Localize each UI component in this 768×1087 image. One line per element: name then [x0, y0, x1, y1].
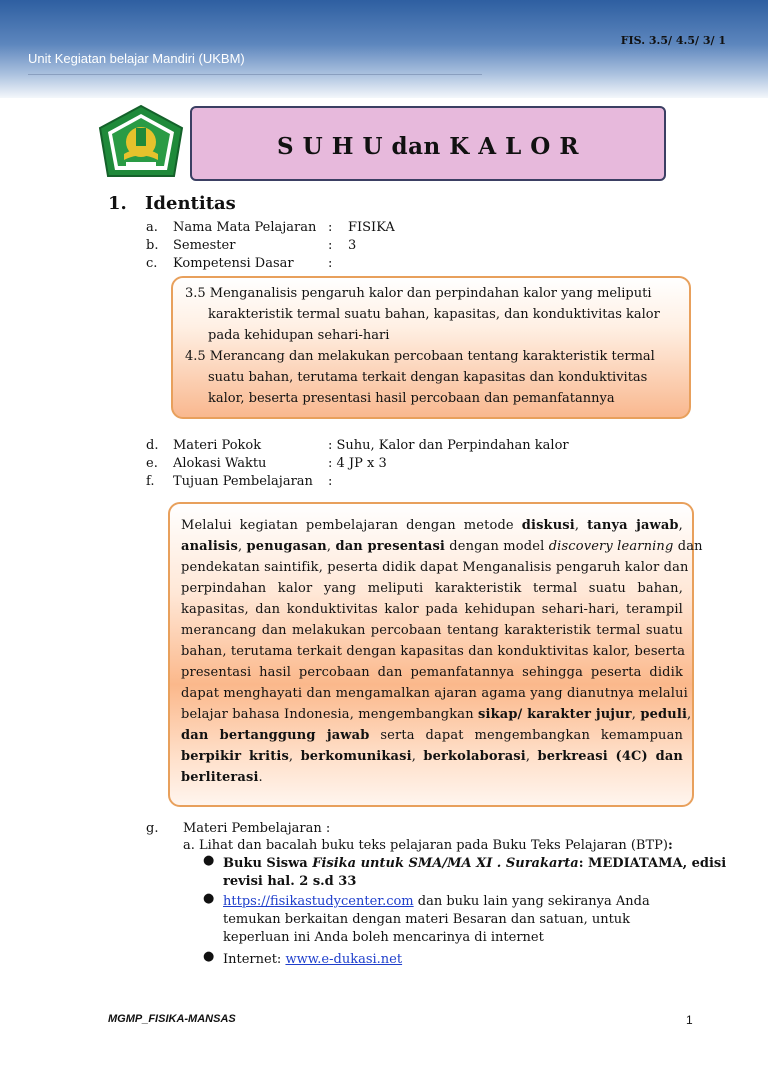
tujuan-line: dapat menghayati dan mengamalkan ajaran agama yang dianutnya melalui: [181, 686, 688, 701]
tujuan-bold: sikap/ karakter jujur: [478, 707, 632, 722]
identity-label: Alokasi Waktu: [173, 456, 267, 471]
tujuan-bold: berkolaborasi: [423, 749, 526, 764]
identity-colon: :: [328, 256, 333, 271]
ministry-emblem-icon: [96, 104, 186, 180]
tujuan-bold: berkomunikasi: [300, 749, 412, 764]
materi-intro-colon: :: [667, 838, 673, 853]
tujuan-bold: dan presentasi: [335, 539, 445, 554]
tujuan-line: [181, 515, 683, 536]
tujuan-line: perpindahan kalor yang meliputi karakteristik termal suatu bahan,: [181, 581, 683, 596]
tujuan-line: bahan, terutama terkait dengan kapasitas dan konduktivitas kalor, beserta: [181, 644, 686, 659]
materi-bullet-text: Buku Siswa: [223, 856, 313, 871]
identity-letter: f.: [146, 474, 155, 489]
footer-left: MGMP_FISIKA-MANSAS: [108, 1013, 236, 1025]
tujuan-sep: ,: [326, 539, 332, 554]
identity-letter: a.: [146, 220, 158, 235]
tujuan-text: Melalui kegiatan pembelajaran dengan metode: [181, 518, 522, 533]
identity-label: Nama Mata Pelajaran: [173, 220, 317, 235]
materi-bullet-text: : MEDIATAMA, edisi: [578, 856, 727, 871]
tujuan-bold: berliterasi: [181, 770, 259, 785]
tujuan-sep: ,: [411, 749, 416, 764]
materi-bullet-internet: [223, 951, 402, 968]
tujuan-line: [181, 746, 683, 767]
tujuan-sep: ,: [237, 539, 243, 554]
tujuan-sep: ,: [288, 749, 294, 764]
tujuan-text: serta dapat mengembangkan kemampuan: [380, 728, 683, 743]
identity-value: :: [328, 474, 333, 489]
identity-label: Semester: [173, 238, 236, 253]
tujuan-bold: analisis: [181, 539, 238, 554]
kd-line: kalor, beserta presentasi hasil percobaan dan pemanfatannya: [208, 391, 615, 406]
tujuan-line: merancang dan melakukan percobaan tentang karakteristik termal suatu: [181, 623, 683, 638]
tujuan-italic: discovery learning: [548, 539, 674, 554]
identity-value: FISIKA: [348, 220, 395, 235]
materi-bullet-website-line3: keperluan ini Anda boleh mencarinya di internet: [223, 930, 544, 945]
identity-colon: :: [328, 220, 333, 235]
tujuan-line: pendekatan saintifik, peserta didik dapat Menganalisis pengaruh kalor dan: [181, 560, 689, 575]
materi-bullet-website-line2: temukan berkaitan dengan materi Besaran dan satuan, untuk: [223, 912, 631, 927]
identity-label: Kompetensi Dasar: [173, 256, 294, 271]
section-title: Identitas: [145, 193, 236, 214]
bullet-icon: ●: [203, 949, 215, 964]
materi-intro: [183, 837, 673, 854]
materi-bullet-website: [223, 893, 650, 910]
tujuan-text: dengan model: [449, 539, 545, 554]
e-dukasi-link[interactable]: www.e-dukasi.net: [285, 952, 403, 967]
unit-title: Unit Kegiatan belajar Mandiri (UKBM): [28, 51, 245, 66]
tujuan-sep: ,: [574, 518, 580, 533]
document-code: FIS. 3.5/ 4.5/ 3/ 1: [620, 34, 726, 47]
tujuan-bold: diskusi: [521, 518, 575, 533]
materi-label: Materi Pembelajaran :: [183, 821, 331, 836]
identity-value: : 4 JP x 3: [328, 456, 387, 471]
page-title: S U H U dan K A L O R: [277, 133, 579, 160]
tujuan-line: [181, 536, 703, 557]
tujuan-bold: berkreasi (4C) dan: [537, 749, 683, 764]
materi-bullet-buku: [223, 855, 726, 872]
header-band: [0, 0, 768, 98]
tujuan-sep: ,: [678, 518, 683, 533]
tujuan-bold: dan bertanggung jawab: [181, 728, 370, 743]
identity-label: Materi Pokok: [173, 438, 262, 453]
kd-line: 3.5 Menganalisis pengaruh kalor dan perpindahan kalor yang meliputi: [185, 286, 652, 301]
tujuan-bold: tanya jawab: [587, 518, 679, 533]
materi-bullet-buku-line2: revisi hal. 2 s.d 33: [223, 874, 357, 889]
tujuan-sep: ,: [525, 749, 531, 764]
materi-intro-text: a. Lihat dan bacalah buku teks pelajaran pada Buku Teks Pelajaran (BTP): [183, 838, 668, 853]
identity-value: 3: [348, 238, 357, 253]
materi-bullet-text: dan buku lain yang sekiranya Anda: [413, 894, 650, 909]
identity-letter: e.: [146, 456, 158, 471]
kd-line: karakteristik termal suatu bahan, kapasitas, dan konduktivitas kalor: [208, 307, 660, 322]
bullet-icon: ●: [203, 853, 215, 868]
identity-colon: :: [328, 238, 333, 253]
tujuan-line: kapasitas, dan konduktivitas kalor pada kehidupan sehari-hari, terampil: [181, 602, 683, 617]
fisikastudycenter-link[interactable]: https://fisikastudycenter.com: [223, 894, 414, 909]
tujuan-line: [181, 767, 683, 788]
identity-letter: c.: [146, 256, 158, 271]
tujuan-sep: ,: [687, 707, 692, 722]
page-number: 1: [686, 1013, 693, 1027]
kd-line: 4.5 Merancang dan melakukan percobaan tentang karakteristik termal: [185, 349, 655, 364]
tujuan-bold: berpikir kritis: [181, 749, 289, 764]
tujuan-sep: .: [258, 770, 263, 785]
tujuan-pembelajaran-box: [168, 502, 703, 807]
materi-bullet-text: Internet:: [223, 952, 286, 967]
section-number: 1.: [108, 193, 127, 214]
bullet-icon: ●: [203, 891, 215, 906]
materi-bullet-italic: Fisika untuk SMA/MA XI . Surakarta: [312, 856, 579, 871]
tujuan-bold: peduli: [640, 707, 688, 722]
kd-line: pada kehidupan sehari-hari: [208, 328, 390, 343]
identity-letter: d.: [146, 438, 159, 453]
tujuan-line: [181, 704, 692, 725]
identity-label: Tujuan Pembelajaran: [173, 474, 313, 489]
tujuan-text: belajar bahasa Indonesia, mengembangkan: [181, 707, 474, 722]
tujuan-text: dan: [677, 539, 703, 554]
tujuan-sep: ,: [631, 707, 637, 722]
header-divider: [28, 74, 482, 75]
materi-letter: g.: [146, 821, 159, 836]
identity-value: : Suhu, Kalor dan Perpindahan kalor: [328, 438, 569, 453]
tujuan-line: [181, 725, 683, 746]
tujuan-line: presentasi hasil percobaan dan pemanfatannya sehingga peserta didik: [181, 665, 683, 680]
identity-letter: b.: [146, 238, 159, 253]
title-box: [190, 106, 666, 181]
kompetensi-dasar-box: [171, 276, 691, 419]
kd-line: suatu bahan, terutama terkait dengan kapasitas dan konduktivitas: [208, 370, 648, 385]
tujuan-bold: penugasan: [246, 539, 327, 554]
